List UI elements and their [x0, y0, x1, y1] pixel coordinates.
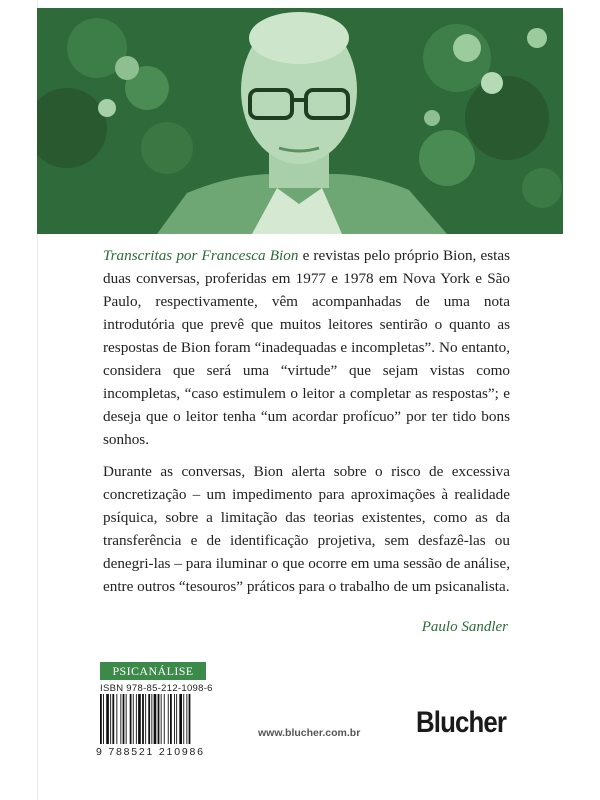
- barcode-bar: [110, 694, 111, 744]
- blurb-author-signature: Paulo Sandler: [421, 619, 508, 635]
- blurb-paragraph-2: Durante as conversas, Bion alerta sobre o risco de excessiva concretização – um impedimento para aproximações à realidade psíquica, sobre a limitação das teorias existentes, como as da transferência e de identificação projetiva, sem desfazê-las ou denegri-las – para iluminar o que ocorre em uma sessão de análise, entre outros “tesouros” práticos para o trabalho de um psicanalista.: [103, 463, 510, 595]
- blurb-lead-credit: Transcritas por Francesca Bion: [103, 247, 299, 264]
- barcode-bar: [151, 694, 152, 744]
- barcode-bar: [106, 694, 109, 744]
- barcode-bar: [103, 694, 104, 744]
- blurb-paragraph-1: [103, 244, 510, 451]
- barcode-bar: [142, 694, 144, 744]
- barcode-bar: [164, 694, 165, 744]
- barcode-bar: [123, 694, 125, 744]
- barcode-bar: [161, 694, 162, 744]
- barcode-bar: [189, 694, 191, 744]
- barcode-bar: [120, 694, 121, 744]
- publisher-logo: Blucher: [416, 706, 507, 739]
- isbn-text: ISBN 978-85-212-1098-6: [100, 683, 213, 694]
- barcode-bar: [100, 694, 102, 744]
- barcode-bar: [168, 694, 169, 744]
- barcode-bar: [154, 694, 157, 744]
- barcode-bar: [138, 694, 141, 744]
- barcode-bar: [170, 694, 172, 744]
- barcode-bar: [130, 694, 132, 744]
- barcode-bar: [186, 694, 187, 744]
- barcode-bar: [133, 694, 134, 744]
- publisher-website: www.blucher.com.br: [258, 727, 361, 739]
- barcode-bar: [174, 694, 175, 744]
- barcode-bar: [136, 694, 137, 744]
- barcode-bar: [158, 694, 160, 744]
- barcode-bar: [183, 694, 184, 744]
- barcode-digits: 9 788521 210986: [96, 746, 205, 758]
- isbn-barcode: [98, 694, 208, 744]
- barcode-bar: [116, 694, 117, 744]
- blurb-paragraph-1-text: e revistas pelo próprio Bion, estas duas conversas, proferidas em 1977 e 1978 em Nova York e São Paulo, respectivamente, vêm acompanhadas de uma nota introdutória que prevê que muitos leitores sentirão o quanto as respostas de Bion foram “inadequadas e incompletas”. No entanto, considera que será uma “virtude” que sejam vistas como incompletas, “caso estimulem o leitor a completar as respostas”; e deseja que o leitor tenha “um acordar profícuo” por ter tido bons sonhos.: [103, 247, 510, 448]
- barcode-bar: [112, 694, 114, 744]
- barcode-bar: [176, 694, 177, 744]
- barcode-bar: [145, 694, 146, 744]
- barcode-bar: [126, 694, 127, 744]
- barcode-bar: [148, 694, 150, 744]
- author-portrait-photo: [37, 8, 563, 234]
- category-label: PSICANÁLISE: [100, 662, 206, 680]
- back-cover-blurb: [103, 244, 510, 598]
- cover-left-edge: [0, 0, 38, 800]
- barcode-bar: [179, 694, 182, 744]
